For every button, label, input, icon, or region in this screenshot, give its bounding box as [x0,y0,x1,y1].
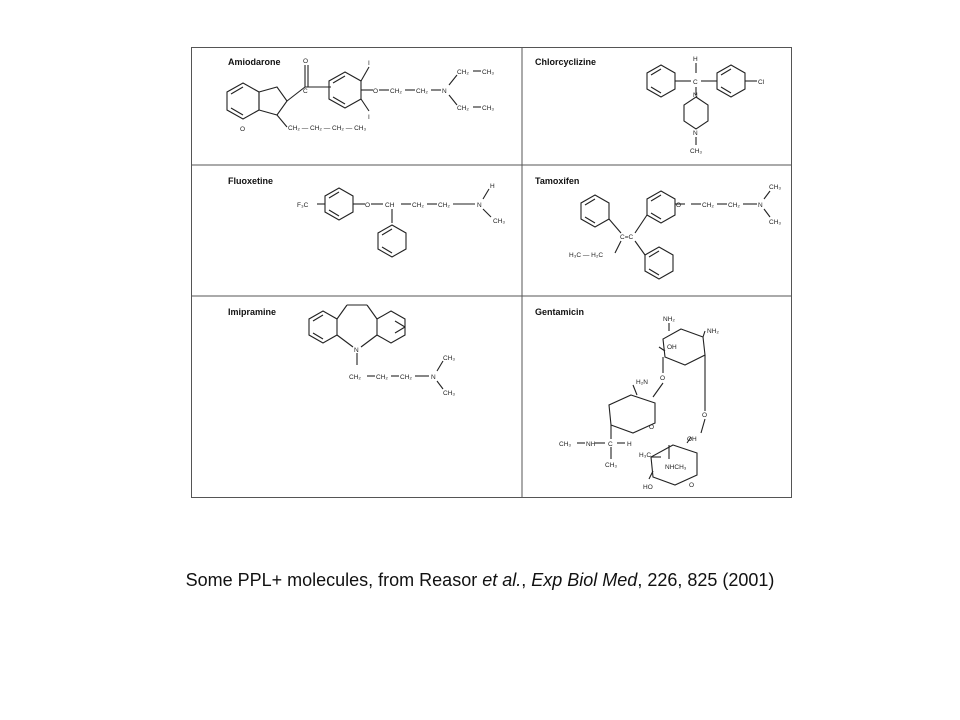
svg-text:O: O [702,412,708,419]
svg-text:O: O [303,58,309,65]
svg-text:NH₂: NH₂ [663,316,675,323]
svg-text:CH₃: CH₃ [482,105,495,112]
svg-text:O: O [365,202,371,209]
molecule-name-tamoxifen: Tamoxifen [535,176,580,186]
svg-text:I: I [368,60,370,67]
amiodarone-structure [227,65,481,127]
chlorcyclizine-structure [647,63,757,145]
svg-text:N: N [477,202,482,209]
svg-text:CH₂: CH₂ [400,374,412,381]
svg-text:CH₃: CH₃ [493,218,506,225]
svg-text:N: N [693,92,698,99]
svg-text:CH₃: CH₃ [769,184,782,191]
gentamicin-structure [577,323,708,485]
molecule-figure [191,47,792,498]
svg-text:H: H [693,56,698,63]
svg-text:HO: HO [643,484,653,491]
svg-text:CH₃: CH₃ [769,219,782,226]
svg-text:O: O [240,126,246,133]
svg-text:CH₂: CH₂ [349,374,361,381]
svg-text:H₂N: H₂N [636,379,648,386]
svg-text:CH₃: CH₃ [443,355,456,362]
svg-text:NHCH₃: NHCH₃ [665,464,687,471]
svg-text:N: N [354,347,359,354]
svg-text:CH₃: CH₃ [690,148,703,155]
svg-text:N: N [693,130,698,137]
figure-caption [0,570,960,591]
caption-italic-authors: et al. [482,570,522,590]
molecule-name-imipramine: Imipramine [228,307,277,317]
svg-text:O: O [649,424,655,431]
caption-italic-journal: Exp Biol Med [531,570,638,590]
svg-text:CH₂: CH₂ [457,105,469,112]
svg-text:Cl: Cl [758,79,765,86]
caption-tail: , 226, 825 (2001) [637,570,775,590]
svg-text:CH: CH [385,202,395,209]
svg-text:CH₂: CH₂ [438,202,450,209]
svg-text:CH₂: CH₂ [702,202,714,209]
svg-text:NH₂: NH₂ [707,328,719,335]
molecule-name-gentamicin: Gentamicin [535,307,585,317]
svg-text:O: O [689,482,695,489]
tamoxifen-atoms [569,184,781,259]
svg-text:OH: OH [687,436,697,443]
svg-text:C: C [608,441,613,448]
panel-amiodarone [227,57,494,133]
panel-gentamicin [535,307,719,491]
svg-text:N: N [442,88,447,95]
svg-text:CH₂: CH₂ [416,88,428,95]
svg-text:CH₃: CH₃ [443,390,456,397]
panel-tamoxifen [535,176,781,279]
svg-text:I: I [368,114,370,121]
svg-text:CH₃: CH₃ [605,462,618,469]
svg-text:F₃C: F₃C [297,202,309,209]
svg-text:CH₂: CH₂ [376,374,388,381]
molecule-name-amiodarone: Amiodarone [228,57,281,67]
svg-text:CH₂ — CH₂ — CH₂ — CH₃: CH₂ — CH₂ — CH₂ — CH₃ [288,125,367,132]
svg-text:CH₂: CH₂ [390,88,402,95]
svg-text:C: C [303,88,308,95]
svg-text:OH: OH [667,344,677,351]
svg-text:N: N [758,202,763,209]
svg-text:C: C [693,79,698,86]
svg-text:CH₂: CH₂ [457,69,469,76]
panel-imipramine [228,305,455,397]
caption-separator: , [521,570,532,590]
svg-text:NH: NH [586,441,596,448]
svg-text:CH₂: CH₂ [728,202,740,209]
svg-text:C=C: C=C [620,234,634,241]
panel-fluoxetine [228,176,505,257]
imipramine-atoms [349,347,455,397]
svg-text:H: H [490,183,495,190]
svg-text:N: N [431,374,436,381]
svg-text:O: O [373,88,379,95]
svg-text:H₃C: H₃C [639,452,652,459]
svg-text:CH₃: CH₃ [482,69,495,76]
svg-text:CH₃: CH₃ [559,441,572,448]
caption-lead: Some PPL+ molecules, from Reasor [185,570,483,590]
gentamicin-atoms [559,316,719,491]
svg-text:H: H [627,441,632,448]
panel-chlorcyclizine [535,56,765,155]
molecule-name-chlorcyclizine: Chlorcyclizine [535,57,597,67]
svg-text:CH₂: CH₂ [412,202,424,209]
fluoxetine-structure [317,188,491,257]
svg-text:H₃C — H₂C: H₃C — H₂C [569,252,604,259]
molecule-grid [191,47,792,498]
molecule-name-fluoxetine: Fluoxetine [228,176,274,186]
svg-text:O: O [676,202,682,209]
svg-text:O: O [660,375,666,382]
